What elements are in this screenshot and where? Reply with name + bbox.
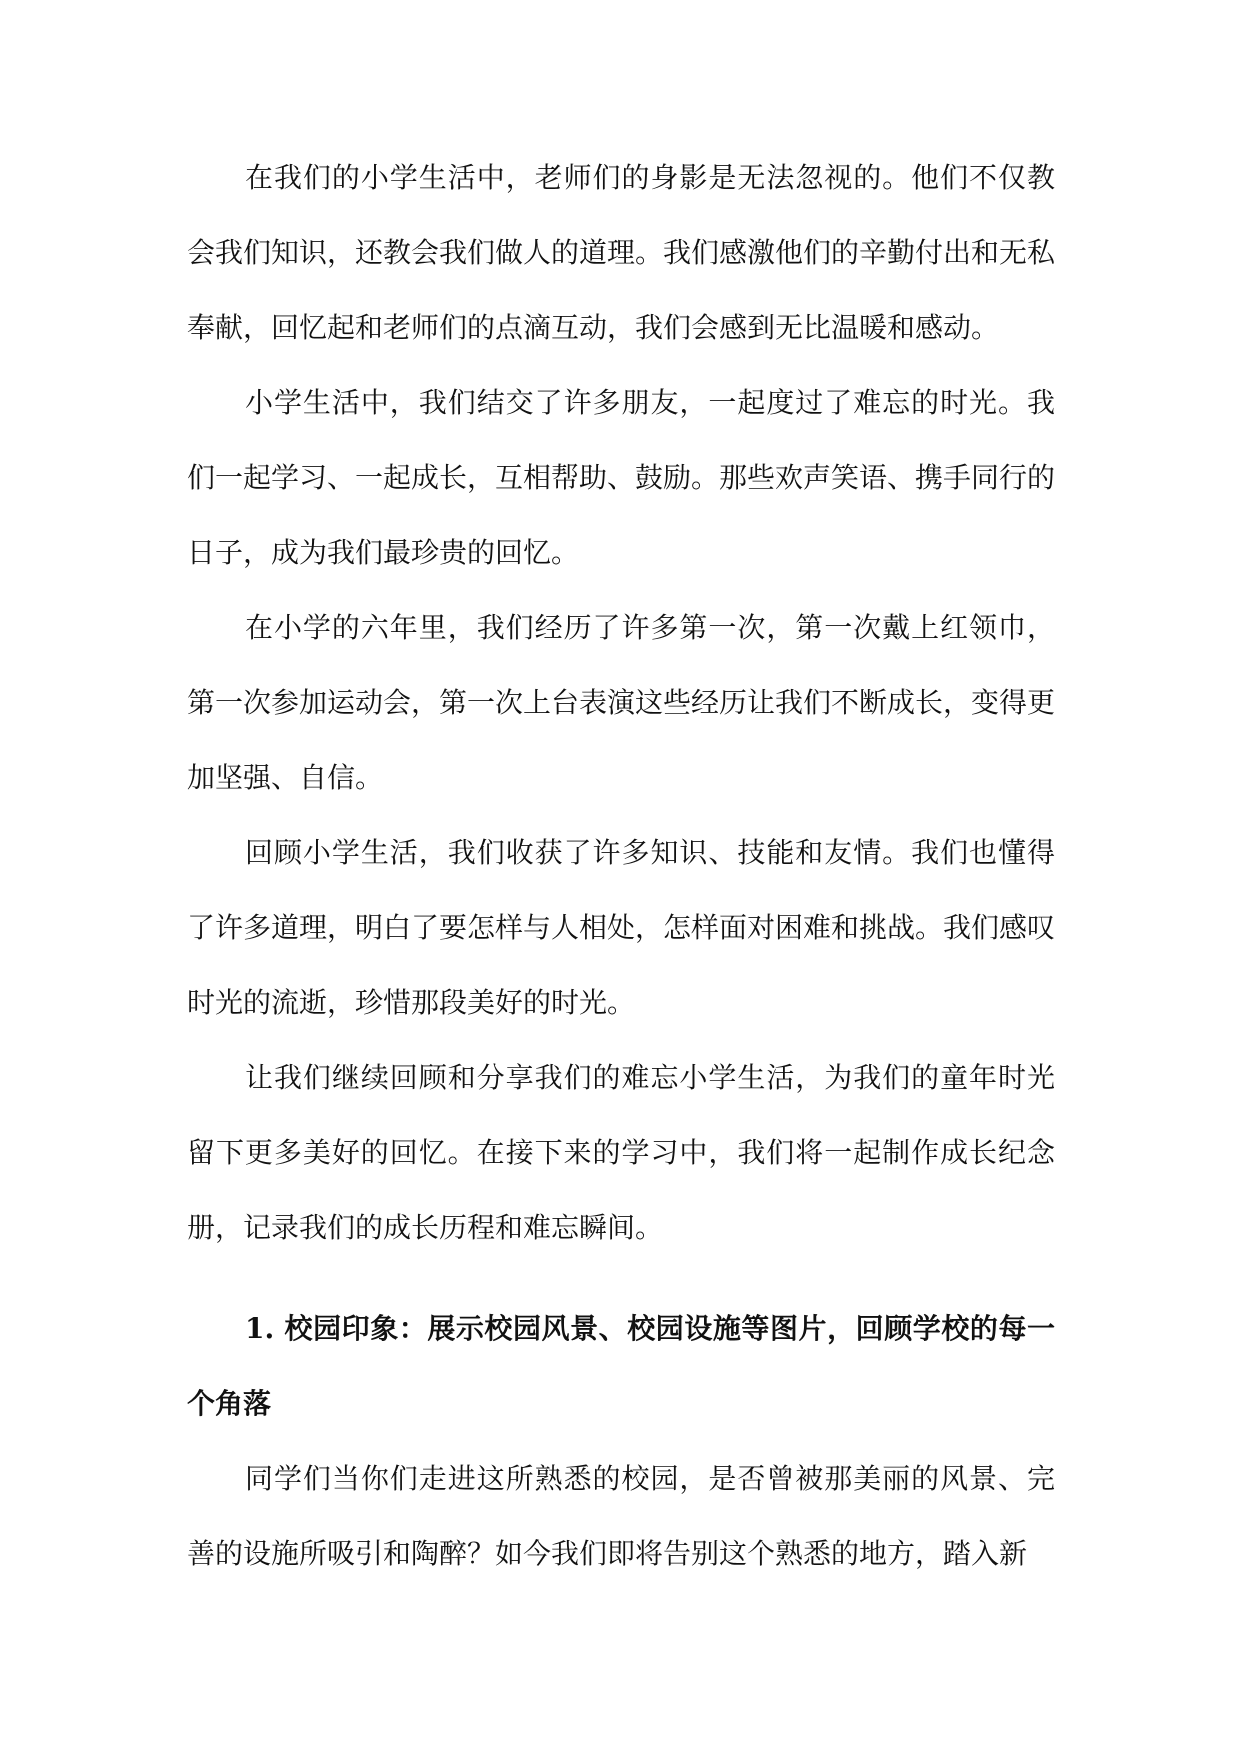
paragraph-reflection: 回顾小学生活，我们收获了许多知识、技能和友情。我们也懂得了许多道理，明白了要怎样与人相处，怎样面对困难和挑战。我们感叹时光的流逝，珍惜那段美好的时光。 bbox=[187, 836, 1056, 1019]
paragraph-memory-book: 让我们继续回顾和分享我们的难忘小学生活，为我们的童年时光留下更多美好的回忆。在接下来的学习中，我们将一起制作成长纪念册，记录我们的成长历程和难忘瞬间。 bbox=[187, 1061, 1055, 1244]
paragraph-friends: 小学生活中，我们结交了许多朋友，一起度过了难忘的时光。我们一起学习、一起成长，互相帮助、鼓励。那些欢声笑语、携手同行的日子，成为我们最珍贵的回忆。 bbox=[187, 386, 1056, 569]
paragraph-campus: 同学们当你们走进这所熟悉的校园，是否曾被那美丽的风景、完善的设施所吸引和陶醉？如今我们即将告别这个熟悉的地方，踏入新 bbox=[187, 1462, 1055, 1570]
document-body bbox=[187, 140, 1055, 1591]
paragraph-first-times: 在小学的六年里，我们经历了许多第一次，第一次戴上红领巾，第一次参加运动会，第一次上台表演这些经历让我们不断成长，变得更加坚强、自信。 bbox=[187, 611, 1056, 794]
paragraph-teachers: 在我们的小学生活中，老师们的身影是无法忽视的。他们不仅教会我们知识，还教会我们做人的道理。我们感激他们的辛勤付出和无私奉献，回忆起和老师们的点滴互动，我们会感到无比温暖和感动。 bbox=[187, 161, 1056, 344]
section-heading: 1. 校园印象：展示校园风景、校园设施等图片，回顾学校的每一个角落 bbox=[187, 1312, 1055, 1420]
